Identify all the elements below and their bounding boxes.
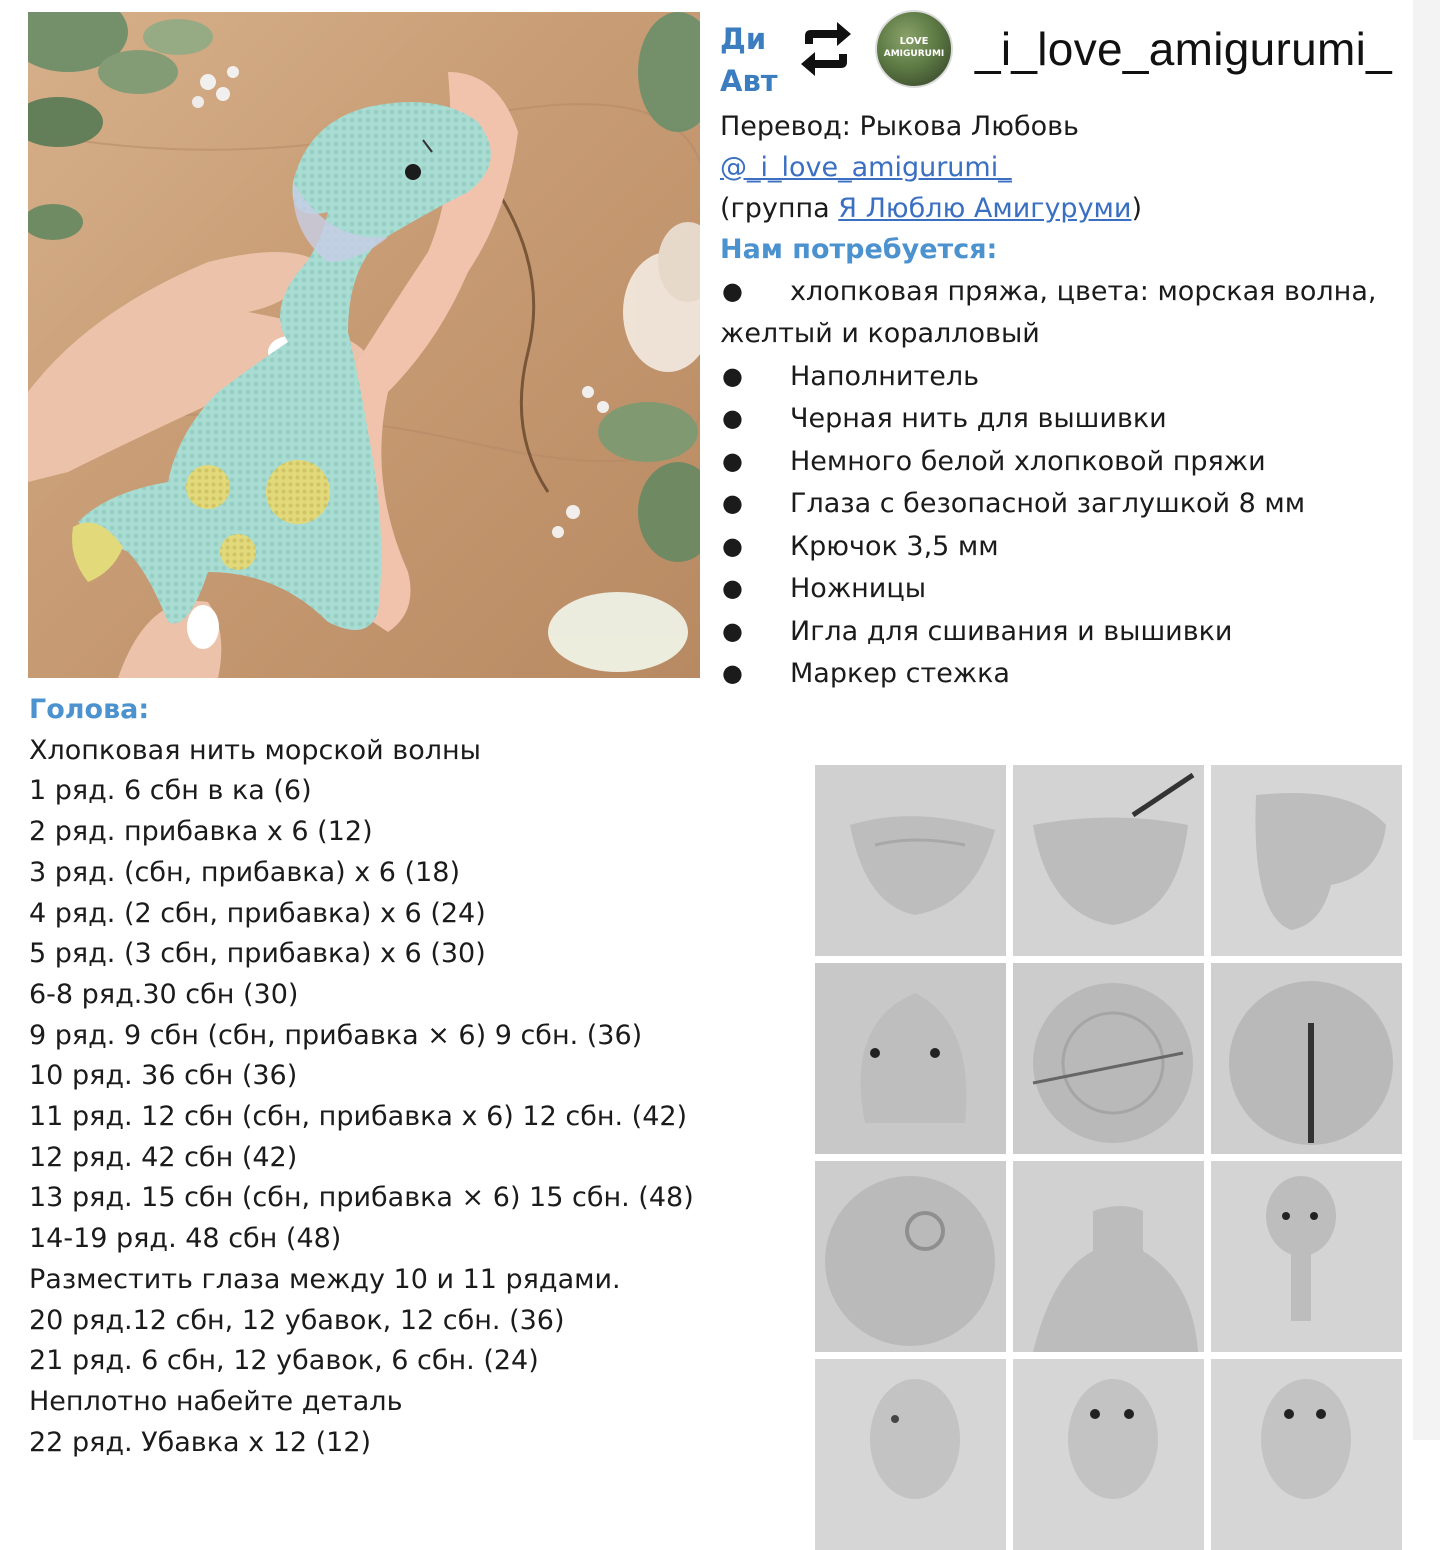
title-line-1: Ди — [720, 22, 767, 56]
materials-item-text: Наполнитель — [790, 360, 979, 392]
step-photo — [815, 1359, 1006, 1550]
materials-item — [720, 525, 1410, 568]
avatar[interactable] — [875, 10, 953, 88]
head-instructions — [29, 690, 789, 1463]
bullet-icon: ● — [722, 489, 743, 518]
materials-item — [720, 568, 1410, 611]
step-photo — [815, 963, 1006, 1154]
bullet-icon: ● — [722, 531, 743, 560]
avatar-text-amigurumi: AMIGURUMI — [883, 49, 945, 59]
head-row: 10 ряд. 36 сбн (36) — [29, 1060, 298, 1092]
dinosaur-illustration — [28, 12, 700, 678]
materials-item-text: Черная нить для вышивки — [790, 403, 1167, 435]
dinosaur-photo — [28, 12, 700, 678]
head-rows — [29, 731, 789, 1464]
bullet-icon: ● — [722, 361, 743, 390]
head-row: 20 ряд.12 сбн, 12 убавок, 12 сбн. (36) — [29, 1304, 565, 1336]
partial-title — [720, 18, 778, 102]
head-row: 14-19 ряд. 48 сбн (48) — [29, 1223, 342, 1255]
bullet-icon: ● — [722, 404, 743, 433]
head-row: 1 ряд. 6 сбн в ка (6) — [29, 775, 312, 807]
step-photo — [1013, 963, 1204, 1154]
materials-item-text: хлопковая пряжа, цвета: морская волна, — [790, 275, 1377, 307]
head-row: 2 ряд. прибавка х 6 (12) — [29, 816, 373, 848]
materials-item-text: Крючок 3,5 мм — [790, 530, 999, 562]
materials-item — [720, 653, 1410, 696]
repost-icon — [791, 14, 861, 84]
avatar-text-love: LOVE — [899, 36, 929, 47]
step-photo — [1211, 765, 1402, 956]
group-link[interactable]: Я Люблю Амигуруми — [838, 193, 1132, 224]
head-row: Хлопковая нить морской волны — [29, 734, 481, 766]
materials-item-text: Глаза с безопасной заглушкой 8 мм — [790, 488, 1306, 520]
materials-item — [720, 483, 1410, 526]
step-photo — [1211, 963, 1402, 1154]
username[interactable]: _i_love_amigurumi_ — [975, 23, 1393, 75]
group-prefix: (группа — [720, 193, 839, 224]
materials-item — [720, 355, 1410, 398]
materials-item — [720, 610, 1410, 653]
head-row: 6-8 ряд.30 сбн (30) — [29, 978, 299, 1010]
materials-item — [720, 270, 1410, 313]
bullet-icon: ● — [722, 659, 743, 688]
materials-list — [720, 355, 1410, 695]
group-line — [720, 188, 1410, 229]
step-photo-grid — [815, 765, 1394, 1465]
head-title: Голова: — [29, 694, 150, 725]
head-row: 3 ряд. (сбн, прибавка) х 6 (18) — [29, 856, 460, 888]
head-row: 21 ряд. 6 сбн, 12 убавок, 6 сбн. (24) — [29, 1345, 539, 1377]
head-row: 22 ряд. Убавка х 12 (12) — [29, 1426, 372, 1458]
head-row: 13 ряд. 15 сбн (сбн, прибавка × 6) 15 сбн. (48) — [29, 1182, 694, 1214]
bullet-icon: ● — [722, 616, 743, 645]
materials-item-continuation: желтый и коралловый — [720, 317, 1040, 349]
head-row: 11 ряд. 12 сбн (сбн, прибавка х 6) 12 сбн. (42) — [29, 1101, 688, 1133]
bullet-icon: ● — [722, 276, 743, 305]
step-photo — [1211, 1161, 1402, 1352]
bullet-icon: ● — [722, 446, 743, 475]
translation-credit: Перевод: Рыкова Любовь — [720, 111, 1079, 142]
credits-and-materials — [720, 106, 1410, 695]
head-row: Разместить глаза между 10 и 11 рядами. — [29, 1263, 621, 1295]
step-photo — [815, 765, 1006, 956]
materials-item — [720, 440, 1410, 483]
right-edge-strip — [1413, 0, 1440, 1440]
handle-link[interactable]: @_i_love_amigurumi_ — [720, 152, 1012, 183]
materials-item — [720, 398, 1410, 441]
group-suffix: ) — [1131, 193, 1143, 224]
head-row: Неплотно набейте деталь — [29, 1385, 403, 1417]
materials-item-text: Немного белой хлопковой пряжи — [790, 445, 1266, 477]
head-row: 4 ряд. (2 сбн, прибавка) х 6 (24) — [29, 897, 486, 929]
step-photo — [1013, 1359, 1204, 1550]
materials-title: Нам потребуется: — [720, 234, 998, 265]
step-photo — [1013, 765, 1204, 956]
title-line-2: Авт — [720, 64, 778, 98]
step-photo — [815, 1161, 1006, 1352]
materials-item-text: Маркер стежка — [790, 658, 1010, 690]
head-row: 12 ряд. 42 сбн (42) — [29, 1141, 298, 1173]
materials-item-text: Ножницы — [790, 573, 927, 605]
head-row: 9 ряд. 9 сбн (сбн, прибавка × 6) 9 сбн. (36) — [29, 1019, 643, 1051]
materials-item-text: Игла для сшивания и вышивки — [790, 615, 1233, 647]
step-photo — [1211, 1359, 1402, 1550]
bullet-icon: ● — [722, 574, 743, 603]
step-photo — [1013, 1161, 1204, 1352]
head-row: 5 ряд. (3 сбн, прибавка) х 6 (30) — [29, 938, 486, 970]
repost-header — [785, 0, 1440, 98]
